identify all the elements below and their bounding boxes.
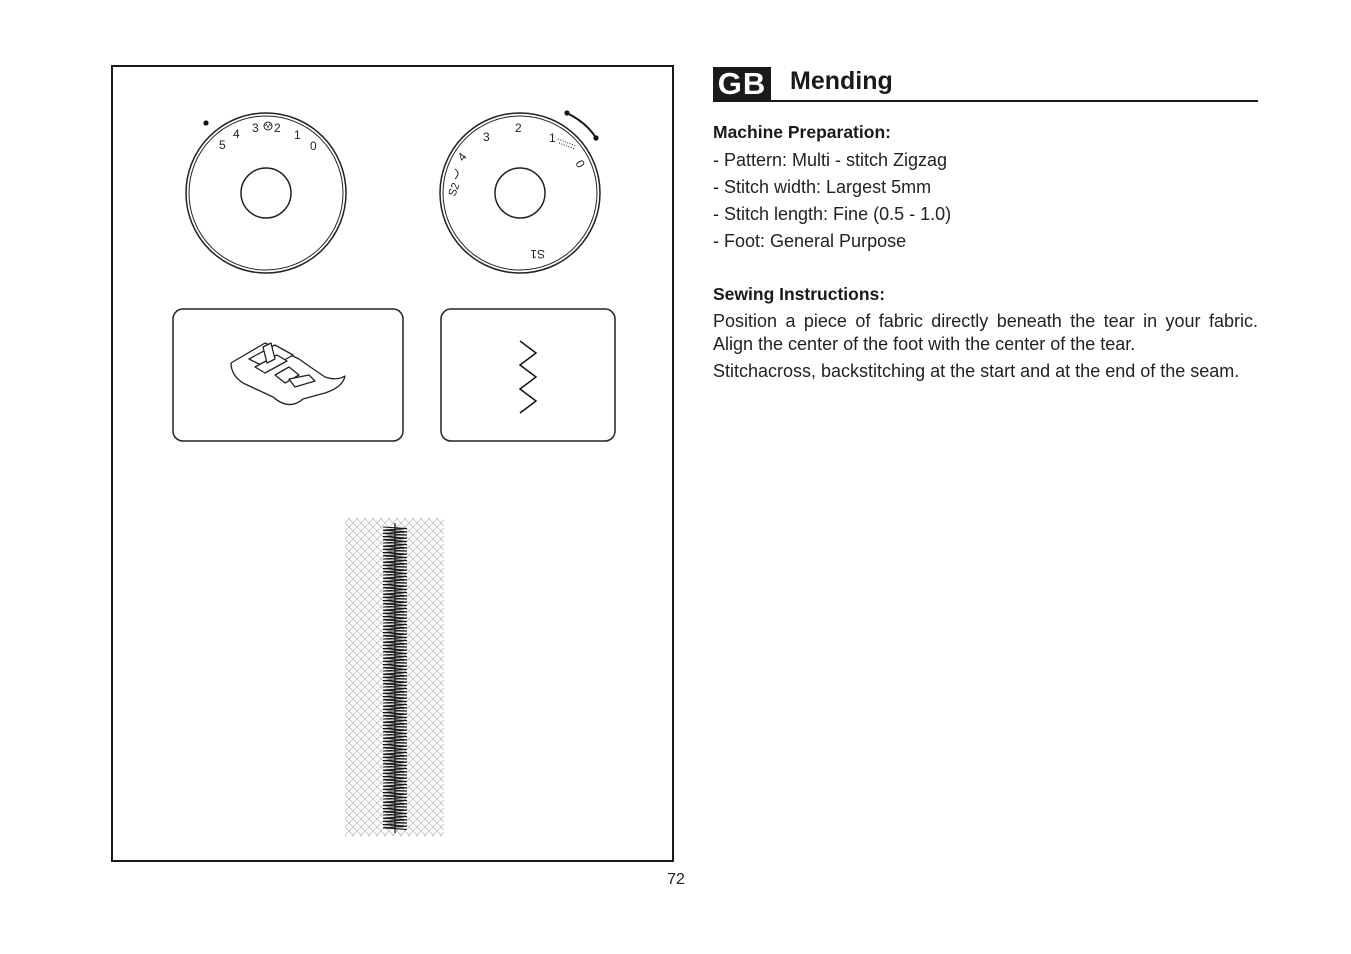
machine-preparation-heading: Machine Preparation: xyxy=(713,122,891,142)
stitch-pattern-box xyxy=(441,309,615,441)
width-label-4: 4 xyxy=(233,127,240,141)
presser-foot-box xyxy=(173,309,403,441)
list-item: - Pattern: Multi - stitch Zigzag xyxy=(713,150,948,170)
instruction-paragraph: Stitchacross, backstitching at the start and at the end of the seam. xyxy=(713,361,1240,381)
list-item: - Foot: General Purpose xyxy=(713,231,907,251)
width-label-1: 1 xyxy=(294,128,301,142)
language-badge: GB xyxy=(713,67,771,101)
length-label-3: 3 xyxy=(483,130,490,144)
page-title: Mending xyxy=(790,67,893,95)
section-header xyxy=(713,66,1258,102)
mending-sample xyxy=(345,518,444,836)
length-label-4: 4 xyxy=(454,149,470,164)
illustration-frame xyxy=(111,65,674,862)
list-item: - Stitch width: Largest 5mm xyxy=(713,177,932,197)
indicator-dot xyxy=(203,120,208,125)
width-label-2: 2 xyxy=(274,121,281,135)
width-label-5: 5 xyxy=(219,138,226,152)
list-item: - Stitch length: Fine (0.5 - 1.0) xyxy=(713,204,952,224)
length-label-2: 2 xyxy=(515,121,522,135)
stitch-width-dial xyxy=(186,113,346,273)
stitch-length-dial xyxy=(440,110,600,273)
illustration-svg xyxy=(113,67,673,861)
width-label-0: 0 xyxy=(310,139,317,153)
length-label-s2: S2 xyxy=(446,181,463,199)
length-label-s1: S1 xyxy=(530,247,545,261)
page-number: 72 xyxy=(667,871,685,888)
machine-preparation-list xyxy=(713,147,951,255)
length-label-0: 0 xyxy=(572,157,588,171)
instruction-paragraph: Position a piece of fabric directly beneath the tear in your fabric. Align the center of the foot with the center of the tear. xyxy=(713,311,1258,354)
width-label-3: 3 xyxy=(252,121,259,135)
length-label-1: 1 xyxy=(549,131,556,145)
sewing-instructions-heading: Sewing Instructions: xyxy=(713,284,886,304)
